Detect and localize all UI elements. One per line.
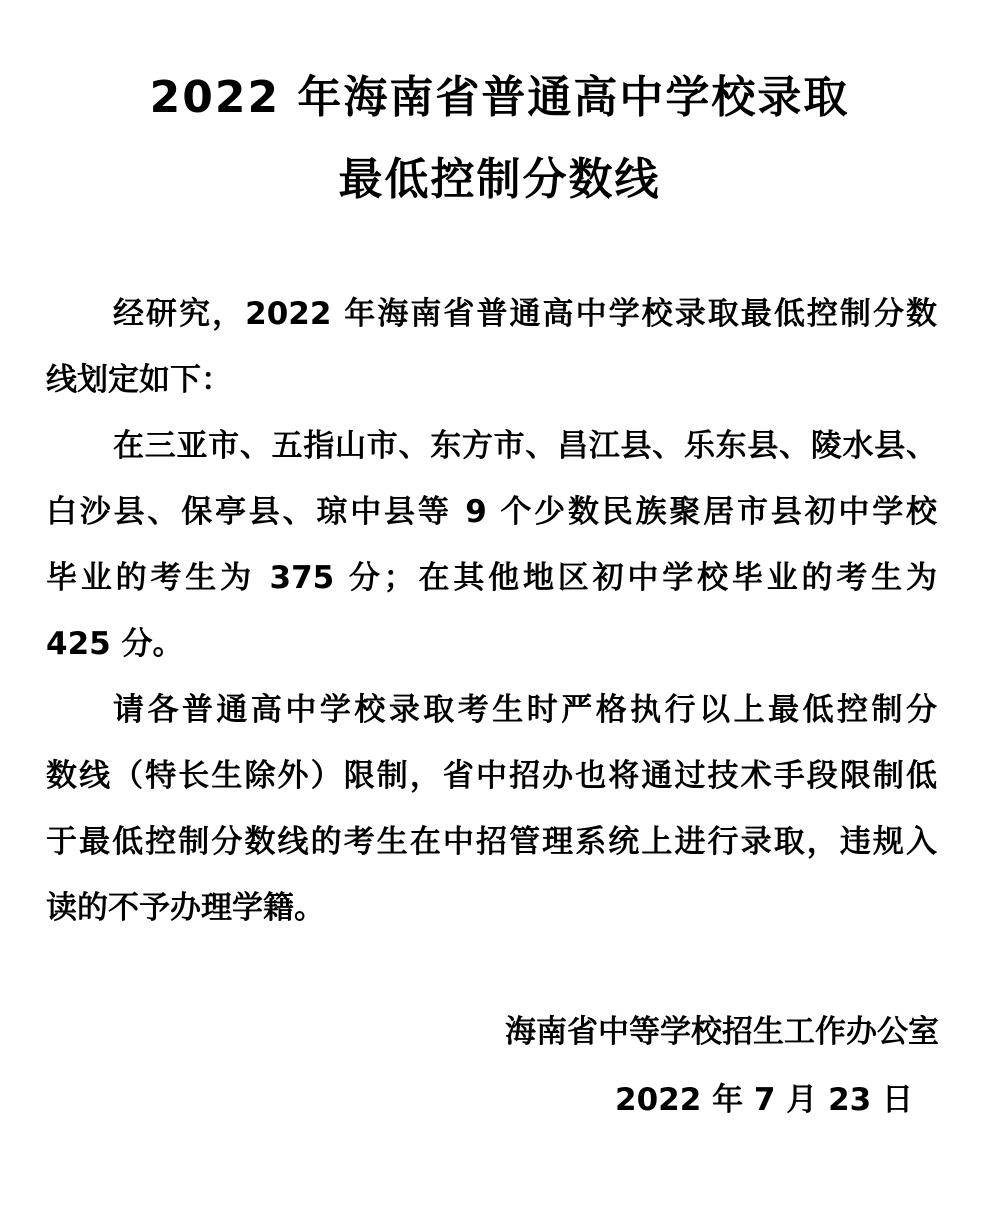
paragraph-1-line-1: 经研究，2022 年海南省普通高中学校录取最低控制分数: [113, 296, 937, 332]
paragraph-2-line-3: 毕业的考生为 375 分；在其他地区初中学校毕业的考生为: [46, 560, 937, 596]
document-title-line-1: 2022 年海南省普通高中学校录取: [149, 72, 850, 123]
document-title-line-2: 最低控制分数线: [338, 154, 661, 205]
paragraph-3-line-1: 请各普通高中学校录取考生时严格执行以上最低控制分: [113, 692, 937, 728]
signature-organization: 海南省中等学校招生工作办公室: [505, 1014, 939, 1050]
paragraph-3-line-3: 于最低控制分数线的考生在中招管理系统上进行录取，违规入: [46, 824, 937, 860]
paragraph-2-line-1: 在三亚市、五指山市、东方市、昌江县、乐东县、陵水县、: [113, 428, 937, 464]
signature-date: 2022 年 7 月 23 日: [615, 1082, 913, 1118]
paragraph-3-line-4: 读的不予办理学籍。: [46, 890, 325, 926]
paragraph-2-line-2: 白沙县、保亭县、琼中县等 9 个少数民族聚居市县初中学校: [46, 494, 937, 530]
paragraph-2-line-4: 425 分。: [46, 626, 184, 662]
paragraph-1-line-2: 线划定如下：: [46, 362, 232, 398]
paragraph-3-line-2: 数线（特长生除外）限制，省中招办也将通过技术手段限制低: [46, 758, 937, 794]
